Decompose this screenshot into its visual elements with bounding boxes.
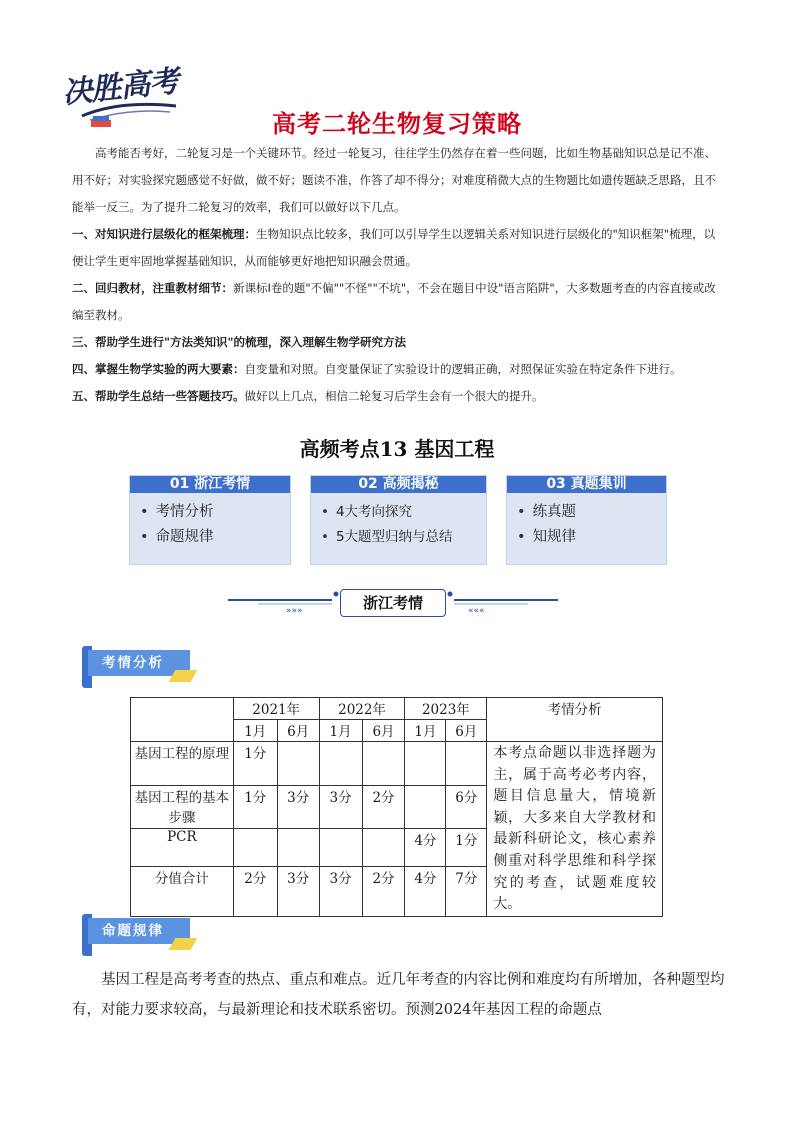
score-cell: 3分 bbox=[319, 866, 362, 916]
month-header: 1月 bbox=[405, 720, 446, 742]
score-cell: 3分 bbox=[277, 785, 319, 829]
score-cell: 1分 bbox=[233, 785, 277, 829]
card-item: • 4大考向探究 bbox=[321, 500, 453, 525]
svg-text:«««: ««« bbox=[468, 606, 485, 616]
year-header: 2021年 bbox=[233, 698, 319, 720]
tag-analysis bbox=[82, 646, 194, 688]
card-item: • 练真题 bbox=[517, 500, 576, 525]
card-item: • 考情分析 bbox=[140, 500, 214, 525]
strategy-item: 二、回归教材，注重教材细节：新课标Ⅰ卷的题"不偏""不怪""不坑"，不会在题目中设"语言陷阱"，大多数题考查的内容直接或改编至教材。 bbox=[72, 281, 716, 322]
page-title: 高考二轮生物复习策略 bbox=[272, 110, 522, 138]
exam-stats-table bbox=[130, 697, 663, 917]
outline-card-1 bbox=[129, 475, 291, 565]
table-row bbox=[131, 742, 663, 786]
score-cell bbox=[405, 785, 446, 829]
score-cell: 1分 bbox=[446, 829, 487, 866]
card-heading: 03 真题集训 bbox=[507, 476, 666, 493]
row-label: 分值合计 bbox=[131, 866, 234, 916]
month-header: 1月 bbox=[233, 720, 277, 742]
year-header: 2022年 bbox=[319, 698, 405, 720]
section-title: 高频考点13 基因工程 bbox=[299, 437, 495, 461]
tag-fold-icon bbox=[169, 938, 198, 950]
row-label: PCR bbox=[131, 829, 234, 866]
table-row bbox=[131, 698, 663, 720]
score-cell bbox=[233, 829, 277, 866]
tag-label: 命题规律 bbox=[88, 918, 190, 944]
analysis-header: 考情分析 bbox=[487, 698, 663, 742]
strategy-item: 五、帮助学生总结一些答题技巧。做好以上几点，相信二轮复习后学生会有一个很大的提升。 bbox=[72, 389, 544, 403]
card-heading: 01 浙江考情 bbox=[130, 476, 290, 493]
strategy-item: 四、掌握生物学实验的两大要素：自变量和对照。自变量保证了实验设计的逻辑正确，对照保证实验在特定条件下进行。 bbox=[72, 362, 682, 376]
row-label: 基因工程的基本步骤 bbox=[131, 785, 234, 829]
intro-text bbox=[72, 140, 726, 410]
card-item: • 命题规律 bbox=[140, 525, 214, 550]
score-cell: 4分 bbox=[405, 829, 446, 866]
month-header: 6月 bbox=[362, 720, 405, 742]
strategy-item: 一、对知识进行层级化的框架梳理：生物知识点比较多，我们可以引导学生以逻辑关系对知识进行层级化的"知识框架"梳理，以便让学生更牢固地掌握基础知识，从而能够更好地把知识融会贯通。 bbox=[72, 227, 716, 268]
tag-rules bbox=[82, 914, 194, 956]
score-cell bbox=[277, 829, 319, 866]
analysis-text: 本考点命题以非选择题为主，属于高考必考内容，题目信息量大，情境新颖，大多来自大学教材和最新科研论文，核心素养侧重对科学思维和科学探究的考查，试题难度较大。 bbox=[487, 742, 663, 917]
score-cell: 6分 bbox=[446, 785, 487, 829]
strategy-item: 三、帮助学生进行"方法类知识"的梳理，深入理解生物学研究方法 bbox=[72, 335, 406, 349]
svg-text:»»»: »»» bbox=[286, 606, 303, 616]
month-header: 1月 bbox=[319, 720, 362, 742]
score-cell bbox=[362, 829, 405, 866]
score-cell: 2分 bbox=[233, 866, 277, 916]
rules-paragraph: 基因工程是高考考查的热点、重点和难点。近几年考查的内容比例和难度均有所增加，各种题型均有，对能力要求较高，与最新理论和技术联系密切。预测2024年基因工程的命题点 bbox=[72, 972, 725, 1018]
score-cell: 2分 bbox=[362, 866, 405, 916]
score-cell: 7分 bbox=[446, 866, 487, 916]
intro-paragraph: 高考能否考好，二轮复习是一个关键环节。经过一轮复习，往往学生仍然存在着一些问题，比如生物基础知识总是记不准、用不好；对实验探究题感觉不好做，做不好；题读不准，作答了却不得分；对难度稍微大点的生物题比如遗传题缺乏思路，且不能举一反三。为了提升二轮复习的效率，我们可以做好以下几点。 bbox=[72, 146, 716, 214]
score-cell bbox=[277, 742, 319, 786]
section-banner bbox=[228, 588, 558, 618]
card-item: • 5大题型归纳与总结 bbox=[321, 525, 453, 550]
tag-fold-icon bbox=[169, 670, 198, 682]
banner-label: 浙江考情 bbox=[340, 589, 446, 617]
score-cell: 1分 bbox=[233, 742, 277, 786]
month-header: 6月 bbox=[277, 720, 319, 742]
outline-card-3 bbox=[506, 475, 667, 565]
score-cell bbox=[319, 742, 362, 786]
score-cell bbox=[405, 742, 446, 786]
outline-card-2 bbox=[310, 475, 487, 565]
score-cell bbox=[362, 742, 405, 786]
score-cell bbox=[446, 742, 487, 786]
logo-text: 决胜高考 bbox=[60, 64, 180, 111]
row-label: 基因工程的原理 bbox=[131, 742, 234, 786]
year-header: 2023年 bbox=[405, 698, 487, 720]
card-item: • 知规律 bbox=[517, 525, 576, 550]
score-cell: 2分 bbox=[362, 785, 405, 829]
score-cell: 4分 bbox=[405, 866, 446, 916]
score-cell: 3分 bbox=[319, 785, 362, 829]
score-cell bbox=[319, 829, 362, 866]
card-heading: 02 高频揭秘 bbox=[311, 476, 486, 493]
score-cell: 3分 bbox=[277, 866, 319, 916]
tag-label: 考情分析 bbox=[88, 650, 190, 676]
month-header: 6月 bbox=[446, 720, 487, 742]
